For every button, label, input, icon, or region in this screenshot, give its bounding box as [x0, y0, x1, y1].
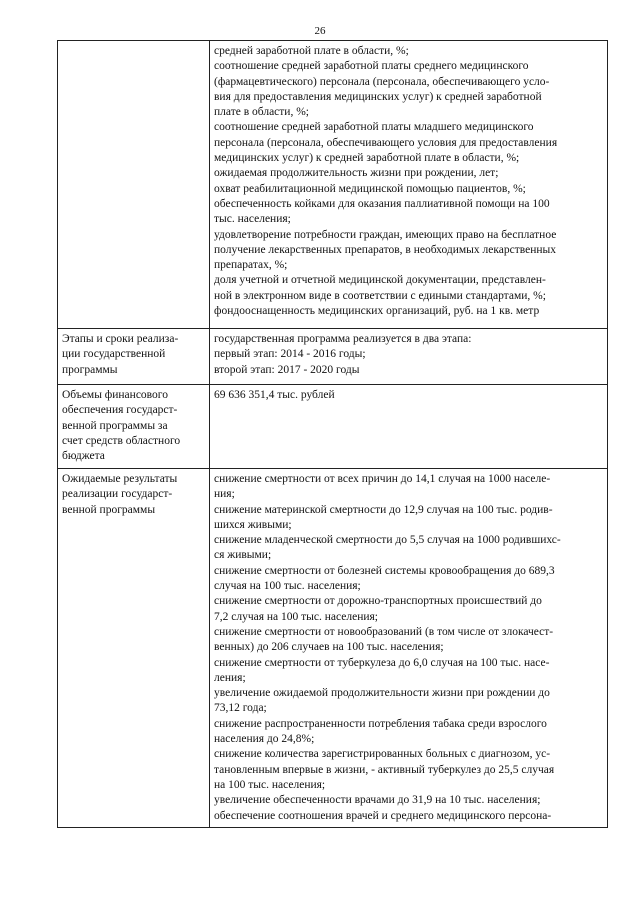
text-line: тановленным впервые в жизни, - активный туберкулез до 25,5 случая	[214, 763, 555, 776]
text-line: охват реабилитационной медицинской помощью пациентов, %;	[214, 182, 526, 195]
text-line: второй этап: 2017 - 2020 годы	[214, 363, 360, 376]
table-row	[58, 469, 608, 828]
label-line: счет средств областного	[62, 434, 181, 447]
results-label-cell	[58, 469, 210, 828]
text-line: снижение смертности от дорожно-транспортных происшествий до	[214, 595, 542, 608]
table-row	[58, 329, 608, 385]
label-line: Объемы финансового	[62, 389, 168, 401]
text-line: фондооснащенность медицинских организаций, руб. на 1 кв. метр	[214, 305, 540, 318]
text-line: (фармацевтического) персонала (персонала, обеспечивающего усло-	[214, 75, 550, 88]
text-line: снижение материнской смертности до 12,9 случая на 100 тыс. родив-	[214, 503, 553, 516]
text-line: ления;	[214, 671, 246, 684]
text-line: шихся живыми;	[214, 518, 292, 531]
text-line: препаратах, %;	[214, 259, 288, 272]
text-line: ся живыми;	[214, 549, 272, 562]
text-line: 69 636 351,4 тыс. рублей	[214, 389, 335, 401]
text-line: увеличение ожидаемой продолжительности жизни при рождении до	[214, 687, 550, 700]
text-line: ной в электронном виде в соответствии с едиными стандартами, %;	[214, 289, 546, 302]
text-line: увеличение обеспеченности врачами до 31,9 на 10 тыс. населения;	[214, 794, 541, 807]
text-line: соотношение средней заработной платы среднего медицинского	[214, 60, 529, 73]
text-line: обеспеченность койками для оказания паллиативной помощи на 100	[214, 197, 550, 210]
text-line: на 100 тыс. населения;	[214, 778, 326, 791]
text-line: снижение смертности от всех причин до 14,1 случая на 1000 населе-	[214, 473, 551, 485]
page-number: 26	[314, 25, 326, 37]
row-label-empty	[58, 41, 210, 329]
text-line: получение лекарственных препаратов, в необходимых лекарственных	[214, 243, 556, 256]
stages-value-cell	[210, 329, 608, 385]
text-line: снижение смертности от болезней системы кровообращения до 689,3	[214, 564, 555, 577]
text-line: тыс. населения;	[214, 213, 291, 226]
label-line: бюджета	[62, 450, 105, 463]
label-line: Этапы и сроки реализа-	[62, 333, 179, 345]
text-line: 73,12 года;	[214, 702, 267, 715]
label-line: реализации государст-	[62, 488, 173, 501]
label-line: обеспечения государст-	[62, 404, 178, 417]
text-line: персонала (персонала, обеспечивающего условия для предоставления	[214, 136, 558, 149]
text-line: плате в области, %;	[214, 106, 309, 119]
text-line: ожидаемая продолжительность жизни при рождении, лет;	[214, 167, 499, 180]
text-line: медицинских услуг) к средней заработной плате в области, %;	[214, 152, 520, 165]
text-line: снижение количества зарегистрированных больных с диагнозом, ус-	[214, 748, 551, 761]
indicators-cell	[210, 41, 608, 329]
funding-value-cell	[210, 385, 608, 469]
text-line: государственная программа реализуется в два этапа:	[214, 333, 472, 345]
results-value-cell	[210, 469, 608, 828]
text-line: 7,2 случая на 100 тыс. населения;	[214, 610, 379, 623]
text-line: соотношение средней заработной платы младшего медицинского	[214, 121, 534, 134]
label-line: венной программы за	[62, 419, 168, 432]
text-line: вия для предоставления медицинских услуг) к средней заработной	[214, 90, 542, 103]
table-row	[58, 41, 608, 329]
table-row	[58, 385, 608, 469]
label-line: Ожидаемые результаты	[62, 473, 178, 485]
text-line: доля учетной и отчетной медицинской документации, представлен-	[214, 274, 546, 287]
text-line: обеспечение соотношения врачей и среднего медицинского персона-	[214, 809, 552, 822]
text-line: населения до 24,8%;	[214, 733, 315, 746]
program-passport-table	[57, 40, 608, 828]
label-line: программы	[62, 363, 118, 376]
text-line: снижение распространенности потребления табака среди взрослого	[214, 717, 547, 730]
label-line: венной программы	[62, 503, 156, 516]
text-line: ния;	[214, 488, 235, 501]
text-line: снижение смертности от новообразований (в том числе от злокачест-	[214, 625, 554, 638]
text-line: венных) до 206 случаев на 100 тыс. населения;	[214, 641, 444, 654]
text-line: удовлетворение потребности граждан, имеющих право на бесплатное	[214, 228, 557, 241]
text-line: первый этап: 2014 - 2016 годы;	[214, 348, 366, 361]
text-line: снижение младенческой смертности до 5,5 случая на 1000 родившихс-	[214, 534, 561, 547]
stages-label-cell	[58, 329, 210, 385]
text-line: случая на 100 тыс. населения;	[214, 580, 361, 593]
text-line: средней заработной плате в области, %;	[214, 45, 409, 57]
funding-label-cell	[58, 385, 210, 469]
label-line: ции государственной	[62, 348, 166, 361]
text-line: снижение смертности от туберкулеза до 6,0 случая на 100 тыс. насе-	[214, 656, 550, 669]
